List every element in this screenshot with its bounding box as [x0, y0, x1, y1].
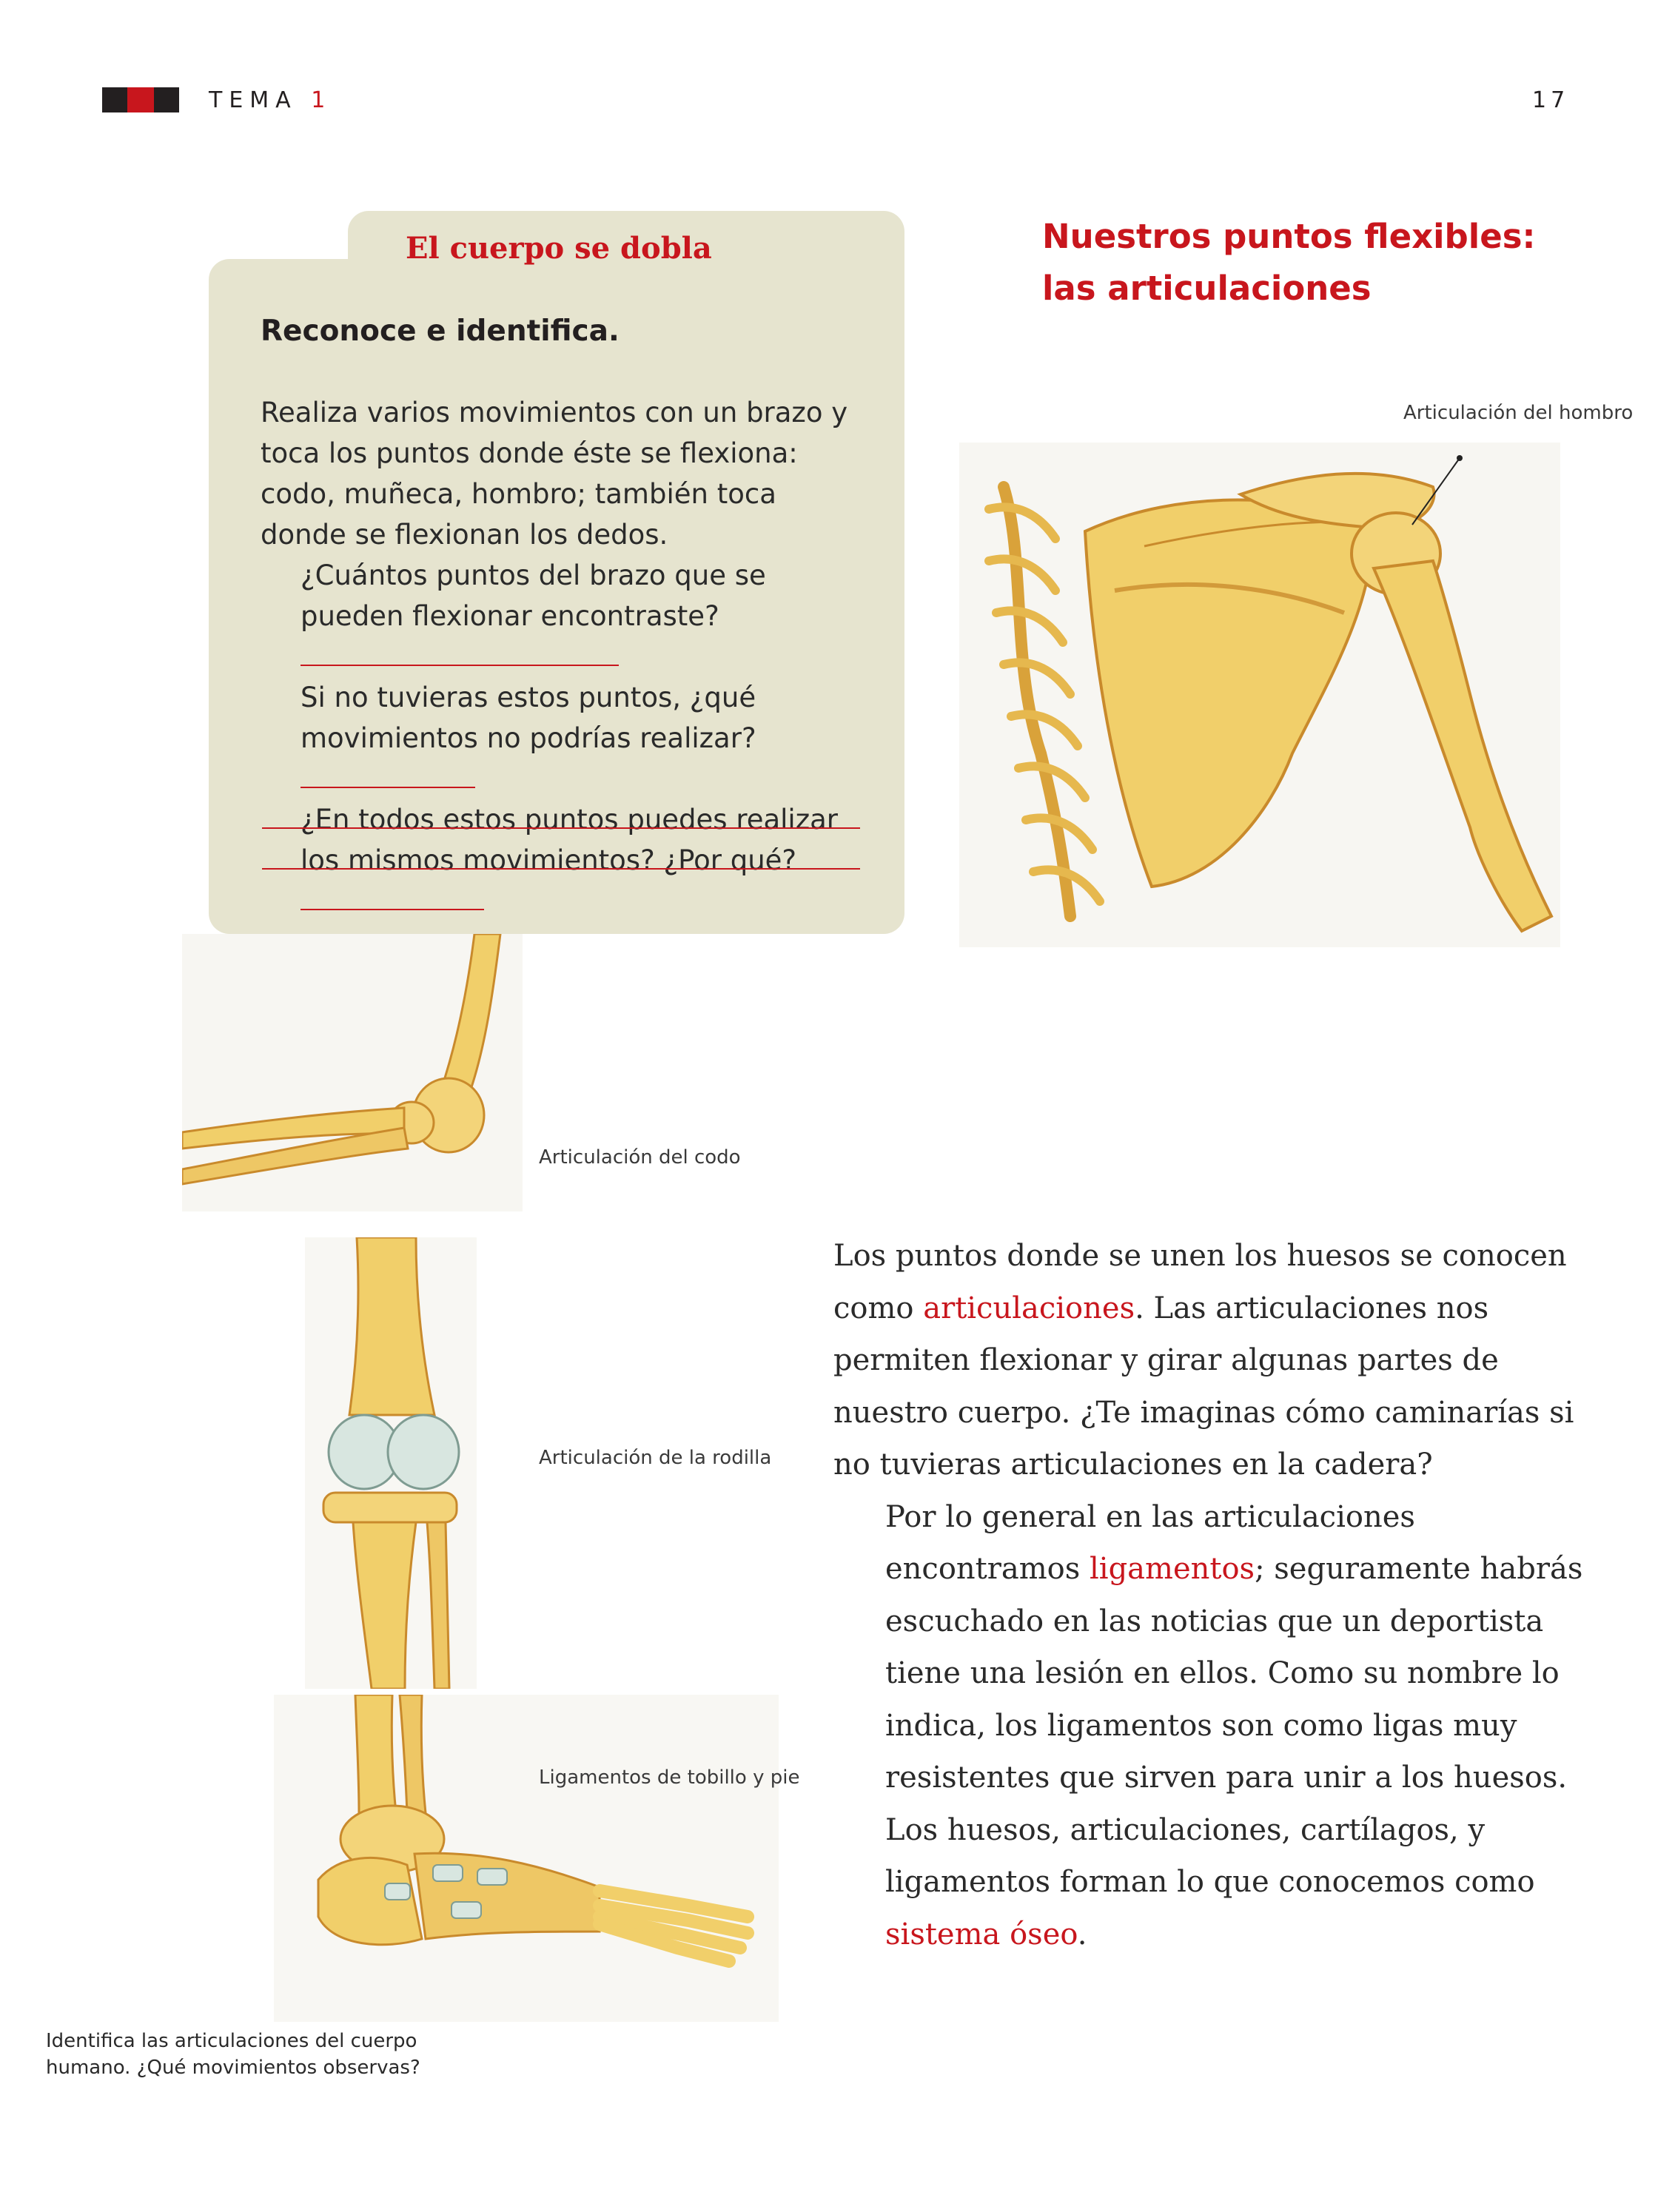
answer-line-4[interactable] [262, 827, 860, 829]
tema-label: TEMA 1 [209, 87, 332, 113]
tema-number: 1 [311, 87, 332, 113]
page-number: 17 [1532, 87, 1570, 113]
term-ligamentos: ligamentos [1089, 1552, 1255, 1586]
question-1: ¿Cuántos puntos del brazo que se pueden flexionar encontraste? [261, 555, 867, 677]
term-articulaciones: articulaciones [923, 1291, 1135, 1325]
elbow-caption: Articulación del codo [539, 1146, 741, 1169]
activity-title: El cuerpo se dobla [406, 231, 712, 266]
knee-illustration [305, 1237, 477, 1689]
question-3: ¿En todos estos puntos puedes realizar los mismos movimientos? ¿Por qué? [261, 799, 867, 921]
activity-subtitle: Reconoce e identifica. [261, 315, 620, 348]
answer-line-3[interactable] [301, 887, 484, 910]
answer-line-2[interactable] [301, 764, 475, 788]
shoulder-caption: Articulación del hombro [1403, 402, 1634, 424]
term-sistema-oseo: sistema óseo [885, 1917, 1078, 1952]
question-2: Si no tuvieras estos puntos, ¿qué movimientos no podrías realizar? [261, 677, 867, 799]
shoulder-illustration [959, 443, 1560, 947]
elbow-illustration [182, 934, 523, 1211]
answer-line-1[interactable] [301, 642, 619, 666]
activity-text [261, 392, 867, 921]
section-heading: Nuestros puntos flexibles: las articulaciones [1042, 217, 1536, 308]
ankle-illustration [274, 1695, 779, 2022]
answer-line-5[interactable] [262, 868, 860, 870]
figure-caption: Identifica las articulaciones del cuerpo humano. ¿Qué movimientos observas? [46, 2030, 420, 2079]
header-color-blocks [102, 87, 179, 112]
ankle-caption: Ligamentos de tobillo y pie [539, 1766, 800, 1789]
knee-caption: Articulación de la rodilla [539, 1447, 772, 1469]
body-text [833, 1230, 1588, 1960]
body-paragraph-1: Los puntos donde se unen los huesos se conocen como articulaciones. Las articulaciones nos permiten flexionar y girar algunas partes de nuestro cuerpo. ¿Te imaginas cómo caminarías si no tuvieras articulaciones en la cadera? [833, 1239, 1574, 1482]
body-paragraph-2: Por lo general en las articulaciones encontramos ligamentos; seguramente habrás escuchado en las noticias que un deportista tiene una lesión en ellos. Como su nombre lo indica, los ligamentos son como ligas muy resistentes que sirven para unir a los huesos. [885, 1499, 1583, 1795]
body-paragraph-3: Los huesos, articulaciones, cartílagos, y ligamentos forman lo que conocemos como sistema óseo. [885, 1812, 1535, 1952]
activity-instructions: Realiza varios movimientos con un brazo y toca los puntos donde éste se flexiona: codo, muñeca, hombro; también toca donde se flexionan los dedos. [261, 397, 848, 551]
